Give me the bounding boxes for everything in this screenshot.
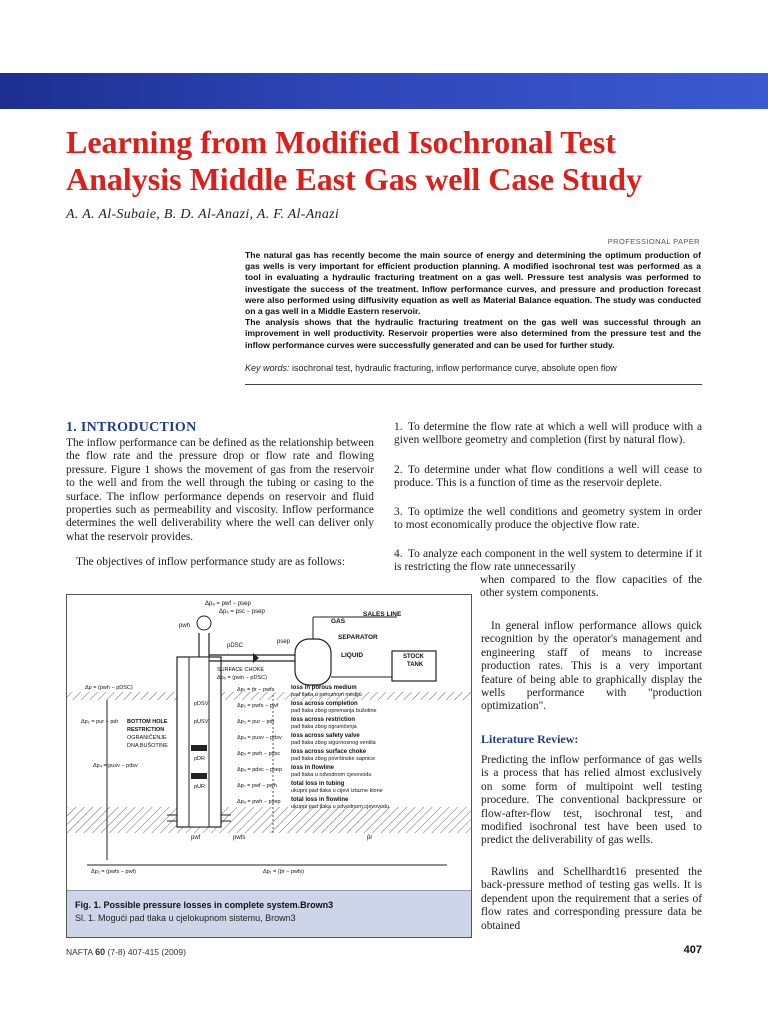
figure-caption [67,890,471,937]
abstract-paragraph: The natural gas has recently become the main source of energy and determining the optimum production of gas wells is very important for efficient production planning. A modified isochronal test was performed as a tool in evaluating a hydraulic fracturing treatment on a gas well. Pressure test analysis was performed to investigate the success of the treatment. Inflow performance curves, and pressure and production forecast were also performed using diffusivity equation as well as Material Balance equation. The study was conducted on a gas well in a Middle Eastern reservoir. [245,250,701,317]
header-band [0,73,768,109]
body-paragraph: Predicting the inflow performance of gas wells is a process that has relied almost exclusively on some form of multipoint well testing procedure. The conventional backpressure or flow-after-flow test, isochronal test, and modified isochronal test have been used to predict the deliverability of gas wells. [481,754,702,847]
keywords-label: Key words: [245,363,290,373]
liquid-label: LIQUID [341,652,364,659]
dp1-bottom-label: Δp₁ = (p̄r − pwfs) [263,869,304,875]
abstract [245,250,701,351]
legend-eq: Δp₆ = pdsc − psep [237,767,283,773]
keywords-text: isochronal test, hydraulic fracturing, inflow performance curve, absolute open flow [292,363,617,373]
legend-hr: pad tlaka zbog površinske sapnice [291,756,376,762]
loss-legend [237,685,389,810]
legend-en: loss in porous medium [291,685,357,691]
objective-number: 2. [394,464,403,476]
legend-hr: pad tlaka u poroznom mediju [291,692,362,698]
legend-hr: pad tlaka zbog ograničenja [291,724,357,730]
objective-text: To analyze each component in the well system to determine if it is restricting the flow rate unnecessarily [394,548,702,574]
legend-eq: Δp₃ = pur − pdr [237,719,275,725]
bottom-hole-restriction [191,745,207,751]
objective-number: 3. [394,506,403,518]
surface-choke-label: SURFACE CHOKE [217,667,265,673]
authors: A. A. Al-Subaie, B. D. Al-Anazi, A. F. Al-Anazi [66,207,340,222]
journal-name: NAFTA [66,947,93,957]
journal-volume: 60 [95,947,106,957]
tubing [189,657,209,827]
objective-item [394,548,702,575]
separator-label: SEPARATOR [338,634,378,641]
legend-hr: ukupni pad tlaka u cijevi izlazne klone [291,788,383,794]
abstract-paragraph: The analysis shows that the hydraulic fracturing treatment on the gas well was successful through an improvement in well productivity. Reservoir properties were also determined from the pressure test and the inflow performance curves were successfully generated and can be used for further study. [245,317,701,350]
restriction-label: RESTRICTION [127,727,165,733]
restriction-label: OGRANIČENJE [127,735,167,741]
stock-tank-label: STOCK [403,654,424,660]
restriction-label: BOTTOM HOLE [127,719,168,725]
journal-citation [66,947,186,957]
objective-item [394,464,702,491]
legend-hr: pad tlaka zbog opremanja bušotine [291,708,377,714]
keywords [245,363,705,373]
paper-type: PROFESSIONAL PAPER [607,237,700,246]
caption-english: Fig. 1. Possible pressure losses in complete system.Brown3 [75,900,334,910]
dp-left-label: Δp₄ = pusv − pdsv [93,763,138,769]
legend-en: loss across completion [291,701,358,707]
pdr-label: pDR [194,756,206,762]
legend-eq: Δp₇ = pwf − pwh [237,783,277,789]
objective-text: To determine under what flow conditions a well will cease to produce. This is a function of time as the reservoir deplete. [394,464,702,490]
pwf-label: pwf [191,835,201,841]
pdsc-label: pDSC [227,643,244,649]
objective-text: To determine the flow rate at which a well will produce with a given wellbore geometry and completion (first by natural flow). [394,421,702,447]
dp8-label: Δp₈ = pwf − psep [205,601,251,607]
gas-label: GAS [331,618,346,625]
dp-left-label: Δp₂ = pur − pdr [81,719,119,725]
intro-paragraph: The inflow performance can be defined as the relationship between the flow rate and the pressure drop or flow rate and flowing pressure. Figure 1 shows the movement of gas from the reservoir to the well and from the well through the tubing or casing to the surface. The inflow performance depends on reservoir and fluid properties such as permeability and viscosity. Inflow performance determines the well deliverability where the well can deliver only what the reservoir provides. [66,437,374,543]
legend-eq: Δp₈ = pwh − psep [237,799,281,805]
body-paragraph: Rawlins and Schellhardt16 presented the back-pressure method of testing gas wells. It is dependent upon the requirement that a series of flow rates and corresponding pressure data be obtained [481,866,702,932]
psep-label: psep [277,639,291,645]
well-system-diagram [67,595,471,891]
objective-item [394,421,702,448]
page-number: 407 [683,944,702,956]
dp6-label: Δp₆ = psc − psep [219,609,265,615]
separator [295,639,331,685]
caption-croatian: Sl. 1. Mogući pad tlaka u cjelokupnom sistemu, Brown3 [75,913,296,923]
dp2-bottom-label: Δp₂ = (pwfs − pwf) [91,869,136,875]
objective-number: 4. [394,548,403,560]
safety-valve [191,773,207,779]
pwfs-label: pwfs [233,835,246,841]
legend-eq: Δp₂ = pwfs − pwf [237,703,279,709]
divider [245,384,702,385]
dp-left-label: Δp = (pwh − pDSC) [85,685,133,691]
legend-en: loss across surface choke [291,749,367,755]
sales-line-label: SALES LINE [363,611,402,618]
legend-hr: pad tlaka zbog sigurnosnog ventila [291,740,376,746]
section-heading: 1. INTRODUCTION [66,420,197,435]
figure-1 [66,594,472,938]
subsection-heading: Literature Review: [481,732,579,746]
pur-label: pUR [194,784,206,790]
legend-en: total loss in flowline [291,797,349,803]
objective-item [394,506,702,533]
pr-label: p̄r [367,835,373,841]
page-title: Learning from Modified Isochronal Test Analysis Middle East Gas well Case Study [66,124,643,197]
legend-en: loss across restriction [291,717,356,723]
legend-hr: pad tlaka u odvodnom cjevovodu [291,772,372,778]
dp5-label: Δp₅ = (pwh − pDSC) [217,675,267,681]
pusv-label: pUSV [194,719,209,725]
legend-eq: Δp₅ = pwh − pdsc [237,751,281,757]
journal-issue: (7-8) 407-415 (2009) [107,947,186,957]
body-paragraph: In general inflow performance allows quick recognition by the operator's management and engineering staff of means to increase production rates. This is a very important feature of being able to graphically display the wells performance with "production optimization". [481,620,702,713]
objective-number: 1. [394,421,403,433]
intro-paragraph: The objectives of inflow performance study are as follows: [76,556,345,568]
pdsv-label: pDSV [194,701,209,707]
stock-tank-label: TANK [407,662,424,668]
legend-eq: Δp₁ = p̄r − pwfs [237,687,275,693]
legend-en: loss across safety valve [291,733,360,739]
pwh-label: pwh [179,623,191,629]
legend-hr: ukupni pad tlaka u odvodnom cjevovodu [291,804,390,810]
legend-eq: Δp₄ = pusv − pdsv [237,735,282,741]
ground-surface [67,692,471,700]
objective-continuation: when compared to the flow capacities of the other system components. [480,574,702,600]
restriction-label: DNA BUŠOTINE [127,743,168,749]
objective-text: To optimize the well conditions and geometry system in order to most economically produce the objective flow rate. [394,506,702,532]
legend-en: total loss in tubing [291,781,345,787]
legend-en: loss in flowline [291,765,335,771]
reservoir-layer [67,807,471,833]
pressure-gauge-icon [197,616,211,630]
